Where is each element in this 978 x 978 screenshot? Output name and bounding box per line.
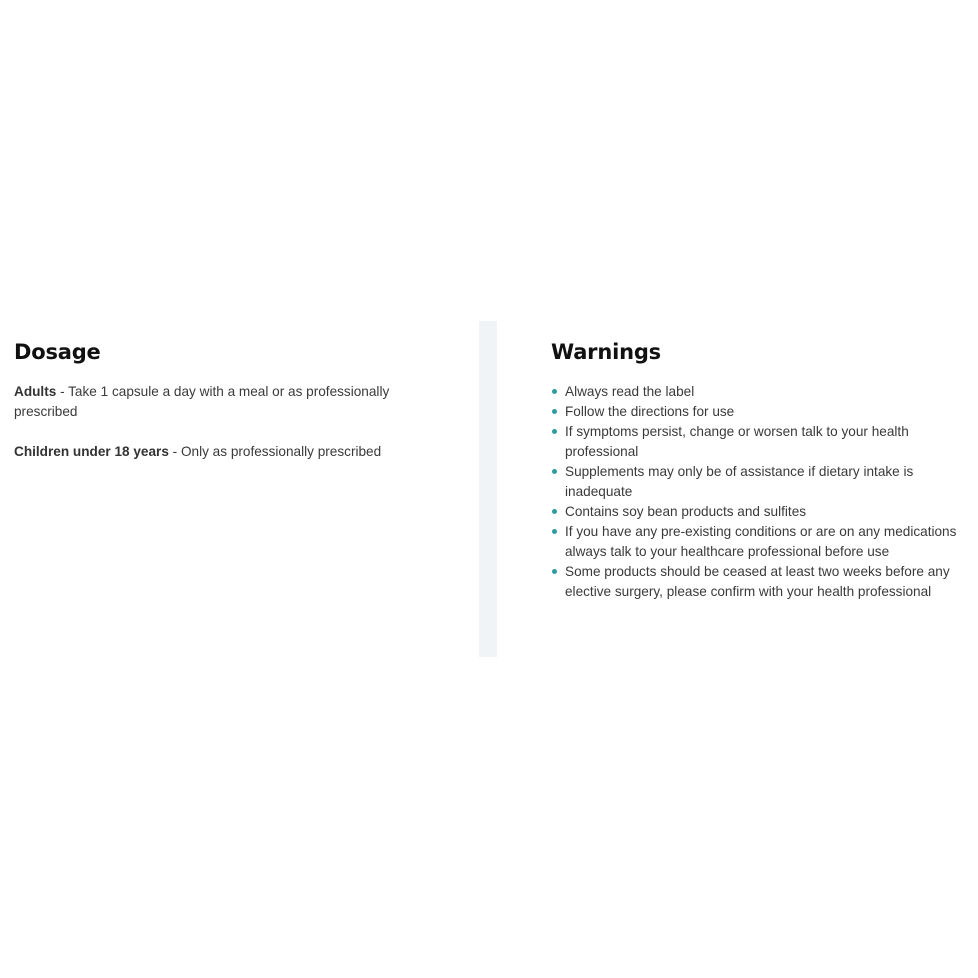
bullet-icon bbox=[552, 389, 557, 394]
dosage-adults bbox=[14, 382, 414, 422]
bullet-icon bbox=[552, 569, 557, 574]
warning-item bbox=[551, 402, 966, 422]
bullet-icon bbox=[552, 529, 557, 534]
warning-item bbox=[551, 422, 966, 462]
warning-item bbox=[551, 382, 966, 402]
bullet-icon bbox=[552, 469, 557, 474]
dosage-children-text: - Only as professionally prescribed bbox=[168, 444, 382, 459]
warning-text: Always read the label bbox=[565, 384, 695, 399]
dosage-section bbox=[14, 321, 414, 657]
warning-text: Some products should be ceased at least two weeks before any elective surgery, please confirm with your health professional bbox=[565, 564, 950, 599]
warning-item bbox=[551, 522, 966, 562]
dosage-body bbox=[14, 382, 414, 462]
dosage-title: Dosage bbox=[14, 340, 101, 364]
warning-text: Follow the directions for use bbox=[565, 404, 735, 419]
warning-item bbox=[551, 502, 966, 522]
bullet-icon bbox=[552, 429, 557, 434]
dosage-children bbox=[14, 442, 414, 462]
warnings-title: Warnings bbox=[551, 340, 661, 364]
warning-text: Supplements may only be of assistance if dietary intake is inadequate bbox=[565, 464, 914, 499]
warning-text: If symptoms persist, change or worsen talk to your health professional bbox=[565, 424, 909, 459]
dosage-adults-label: Adults bbox=[14, 384, 57, 399]
warning-item bbox=[551, 562, 966, 602]
warnings-list bbox=[551, 382, 966, 602]
warnings-section bbox=[551, 321, 966, 657]
dosage-children-label: Children under 18 years bbox=[14, 444, 169, 459]
dosage-adults-text: - Take 1 capsule a day with a meal or as professionally prescribed bbox=[14, 384, 390, 419]
warning-item bbox=[551, 462, 966, 502]
bullet-icon bbox=[552, 409, 557, 414]
warning-text: If you have any pre-existing conditions or are on any medications always talk to your healthcare professional before use bbox=[565, 524, 957, 559]
bullet-icon bbox=[552, 509, 557, 514]
section-divider bbox=[479, 321, 497, 657]
warning-text: Contains soy bean products and sulfites bbox=[565, 504, 807, 519]
